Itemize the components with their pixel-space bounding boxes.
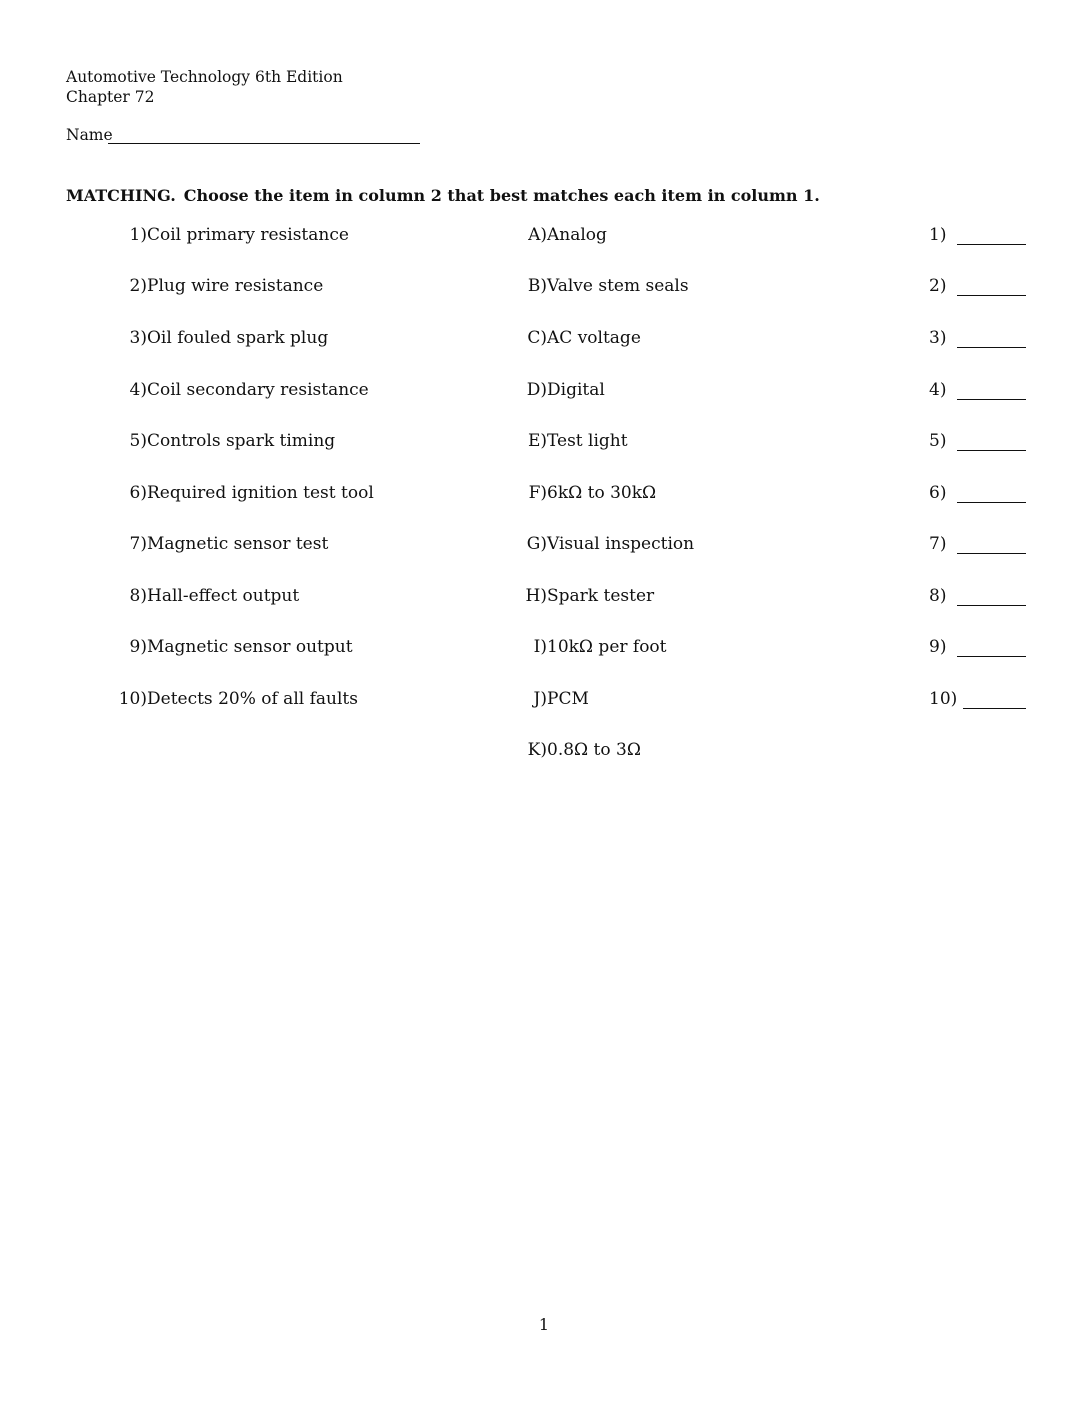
- answer-letter: A): [528, 225, 547, 245]
- answer-letter: G): [526, 534, 547, 554]
- answer-blank-number: 4): [929, 380, 947, 400]
- match-row: [0, 738, 1088, 768]
- answer-text: Test light: [547, 431, 628, 451]
- answer-blank-number: 1): [929, 225, 947, 245]
- chapter-label: Chapter 72: [66, 88, 155, 106]
- match-row: [0, 481, 1088, 511]
- question-text: Magnetic sensor test: [147, 534, 329, 554]
- answer-text: Valve stem seals: [547, 276, 689, 296]
- question-number: 8): [129, 586, 147, 606]
- answer-blank[interactable]: [957, 295, 1026, 296]
- answer-letter: C): [527, 328, 547, 348]
- answer-blank-number: 6): [929, 483, 947, 503]
- answer-letter: J): [533, 689, 547, 709]
- question-text: Plug wire resistance: [147, 276, 324, 296]
- answer-blank-number: 10): [929, 689, 958, 709]
- match-row: [0, 635, 1088, 665]
- answer-text: AC voltage: [547, 328, 641, 348]
- answer-blank[interactable]: [957, 502, 1026, 503]
- instructions-text: Choose the item in column 2 that best matches each item in column 1.: [183, 186, 820, 205]
- question-text: Hall-effect output: [147, 586, 300, 606]
- answer-text: 0.8Ω to 3Ω: [547, 740, 641, 760]
- answer-blank[interactable]: [957, 656, 1026, 657]
- question-text: Oil fouled spark plug: [147, 328, 329, 348]
- match-row: [0, 223, 1088, 253]
- answer-text: Spark tester: [547, 586, 655, 606]
- answer-blank-number: 9): [929, 637, 947, 657]
- question-text: Magnetic sensor output: [147, 637, 353, 657]
- answer-blank[interactable]: [957, 605, 1026, 606]
- instructions-label: MATCHING.: [66, 186, 176, 205]
- answer-text: Visual inspection: [547, 534, 695, 554]
- answer-blank[interactable]: [957, 399, 1026, 400]
- question-text: Required ignition test tool: [147, 483, 374, 503]
- match-row: [0, 378, 1088, 408]
- match-row: [0, 274, 1088, 304]
- book-title: Automotive Technology 6th Edition: [66, 68, 343, 86]
- question-number: 1): [129, 225, 147, 245]
- answer-blank-number: 3): [929, 328, 947, 348]
- answer-text: PCM: [547, 689, 589, 709]
- answer-text: 6kΩ to 30kΩ: [547, 483, 657, 503]
- match-row: [0, 532, 1088, 562]
- question-text: Controls spark timing: [147, 431, 336, 451]
- match-row: [0, 584, 1088, 614]
- answer-letter: E): [527, 431, 547, 451]
- question-number: 10): [118, 689, 147, 709]
- answer-blank-number: 5): [929, 431, 947, 451]
- match-row: [0, 326, 1088, 356]
- answer-letter: H): [525, 586, 547, 606]
- answer-blank[interactable]: [963, 708, 1026, 709]
- question-number: 7): [129, 534, 147, 554]
- answer-blank-number: 2): [929, 276, 947, 296]
- match-row: [0, 429, 1088, 459]
- name-label: Name: [66, 126, 113, 144]
- question-text: Coil secondary resistance: [147, 380, 369, 400]
- question-number: 4): [129, 380, 147, 400]
- question-text: Detects 20% of all faults: [147, 689, 358, 709]
- answer-letter: K): [527, 740, 547, 760]
- question-number: 6): [129, 483, 147, 503]
- match-row: [0, 687, 1088, 717]
- question-number: 3): [129, 328, 147, 348]
- answer-blank[interactable]: [957, 553, 1026, 554]
- answer-text: 10kΩ per foot: [547, 637, 667, 657]
- answer-blank-number: 8): [929, 586, 947, 606]
- answer-letter: D): [526, 380, 547, 400]
- name-field-line[interactable]: [108, 143, 420, 144]
- answer-letter: B): [527, 276, 547, 296]
- question-number: 9): [129, 637, 147, 657]
- answer-text: Digital: [547, 380, 605, 400]
- answer-blank-number: 7): [929, 534, 947, 554]
- answer-blank[interactable]: [957, 450, 1026, 451]
- answer-letter: F): [528, 483, 547, 503]
- page-number: 1: [538, 1315, 550, 1334]
- answer-blank[interactable]: [957, 244, 1026, 245]
- instructions: [66, 185, 820, 207]
- answer-blank[interactable]: [957, 347, 1026, 348]
- question-number: 5): [129, 431, 147, 451]
- question-number: 2): [129, 276, 147, 296]
- answer-letter: I): [533, 637, 547, 657]
- question-text: Coil primary resistance: [147, 225, 349, 245]
- answer-text: Analog: [547, 225, 607, 245]
